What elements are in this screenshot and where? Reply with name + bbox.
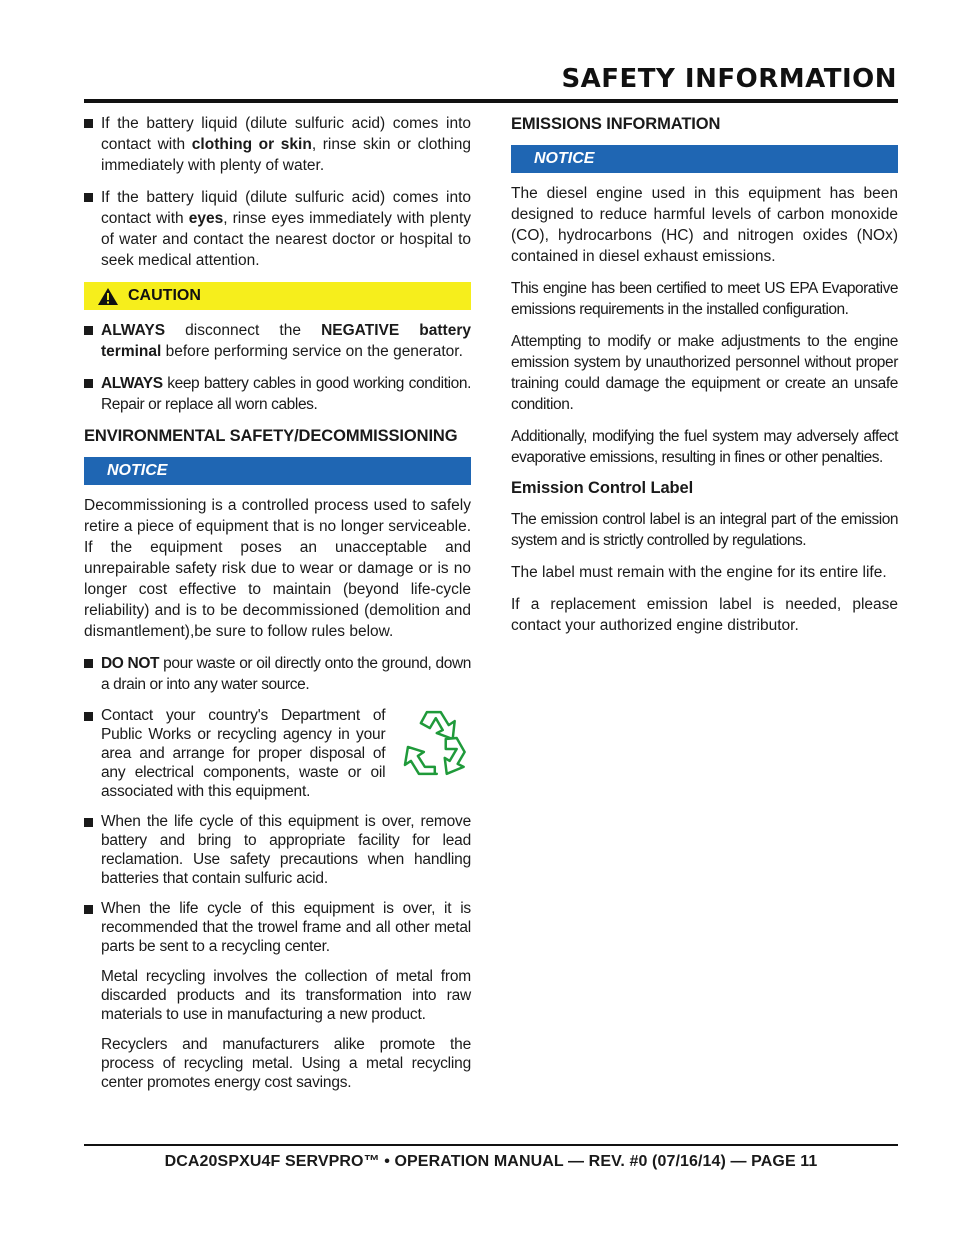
decommission-text: Decommissioning is a controlled process used to safely retire a piece of equipment that is no longer serviceable. If the equipment poses an unacceptable and unrepairable safety risk due to wear or damage or is no longer cost effective to maintain (beyond life-cycle reliability) and is to be decommissioned (demolition and dismantlement),be sure to follow rules below. (84, 497, 471, 640)
page-title: SAFETY INFORMATION (561, 64, 897, 94)
bullet-square-icon (84, 712, 93, 721)
bullet-always-cables: ALWAYS keep battery cables in good working condition. Repair or replace all worn cables. (84, 373, 471, 415)
warning-triangle-icon (97, 287, 119, 306)
bullet-square-icon (84, 326, 93, 335)
bullet-square-icon (84, 905, 93, 914)
diesel-text: The diesel engine used in this equipment has been designed to reduce harmful levels of carbon monoxide (CO), hydrocarbons (HC) and nitrogen oxides (NOx) contained in diesel exhaust emissions. (511, 185, 898, 265)
bullet-square-icon (84, 379, 93, 388)
footer-text: DCA20SPXU4F SERVPRO™ • OPERATION MANUAL — REV. #0 (07/16/14) — PAGE 11 (164, 1153, 818, 1170)
bullet-contact: Contact your country's Department of Public Works or recycling agency in your area and arrange for proper disposal of any electrical components, waste or oil associated with this equipment. (84, 706, 471, 801)
bullet-lifecycle-battery: When the life cycle of this equipment is over, remove battery and bring to appropriate facility for lead reclamation. Use safety precautions when handling batteries that contain sulfuric acid. (84, 812, 471, 888)
bullet-battery-skin: If the battery liquid (dilute sulfuric acid) comes into contact with clothing or skin, rinse skin or clothing immediately with plenty of water. (84, 113, 471, 176)
bullet-lifecycle-metal: When the life cycle of this equipment is over, it is recommended that the trowel frame and all other metal parts be sent to a recycling center. (84, 899, 471, 956)
label-text: The emission control label is an integral part of the emission system and is strictly controlled by regulations. (511, 511, 898, 549)
bullet-do-not: DO NOT pour waste or oil directly onto the ground, down a drain or into any water source. (84, 653, 471, 695)
bullet-square-icon (84, 119, 93, 128)
recyclers-text: Recyclers and manufacturers alike promote the process of recycling metal. Using a metal recycling center promotes energy cost savings. (101, 1036, 471, 1091)
metal-recycling-text: Metal recycling involves the collection of metal from discarded products and its transformation into raw materials to use in manufacturing a new product. (101, 968, 471, 1023)
caution-banner (84, 282, 471, 310)
recycle-icon (397, 706, 471, 780)
modify-text: Attempting to modify or make adjustments to the engine emission system by unauthorized personnel without proper training could damage the equipment or create an unsafe condition. (511, 333, 898, 413)
bullet-battery-eyes: If the battery liquid (dilute sulfuric acid) comes into contact with eyes, rinse eyes immediately with plenty of water and contact the nearest doctor or hospital to seek medical attention. (84, 187, 471, 271)
env-heading: ENVIRONMENTAL SAFETY/DECOMMISSIONING (84, 427, 458, 445)
notice-banner (84, 457, 471, 485)
notice-banner (511, 145, 898, 173)
title-rule (84, 99, 898, 103)
notice-label: NOTICE (107, 462, 168, 479)
emission-label-heading: Emission Control Label (511, 479, 694, 497)
bullet-always-disconnect: ALWAYS disconnect the NEGATIVE battery terminal before performing service on the generator. (84, 320, 471, 362)
footer-rule (84, 1144, 898, 1146)
bullet-square-icon (84, 818, 93, 827)
left-column (84, 113, 471, 1103)
caution-label: CAUTION (128, 287, 201, 304)
bullet-square-icon (84, 659, 93, 668)
bullet-square-icon (84, 193, 93, 202)
replace-text: If a replacement emission label is needed, please contact your authorized engine distributor. (511, 596, 898, 634)
certified-text: This engine has been certified to meet US EPA Evaporative emissions requirements in the installed configuration. (511, 280, 898, 318)
fuel-text: Additionally, modifying the fuel system may adversely affect evaporative emissions, resulting in fines or other penalties. (511, 428, 898, 466)
remain-text: The label must remain with the engine for its entire life. (511, 564, 887, 581)
emissions-heading: EMISSIONS INFORMATION (511, 115, 721, 133)
right-column (511, 113, 898, 647)
notice-label: NOTICE (534, 150, 595, 167)
